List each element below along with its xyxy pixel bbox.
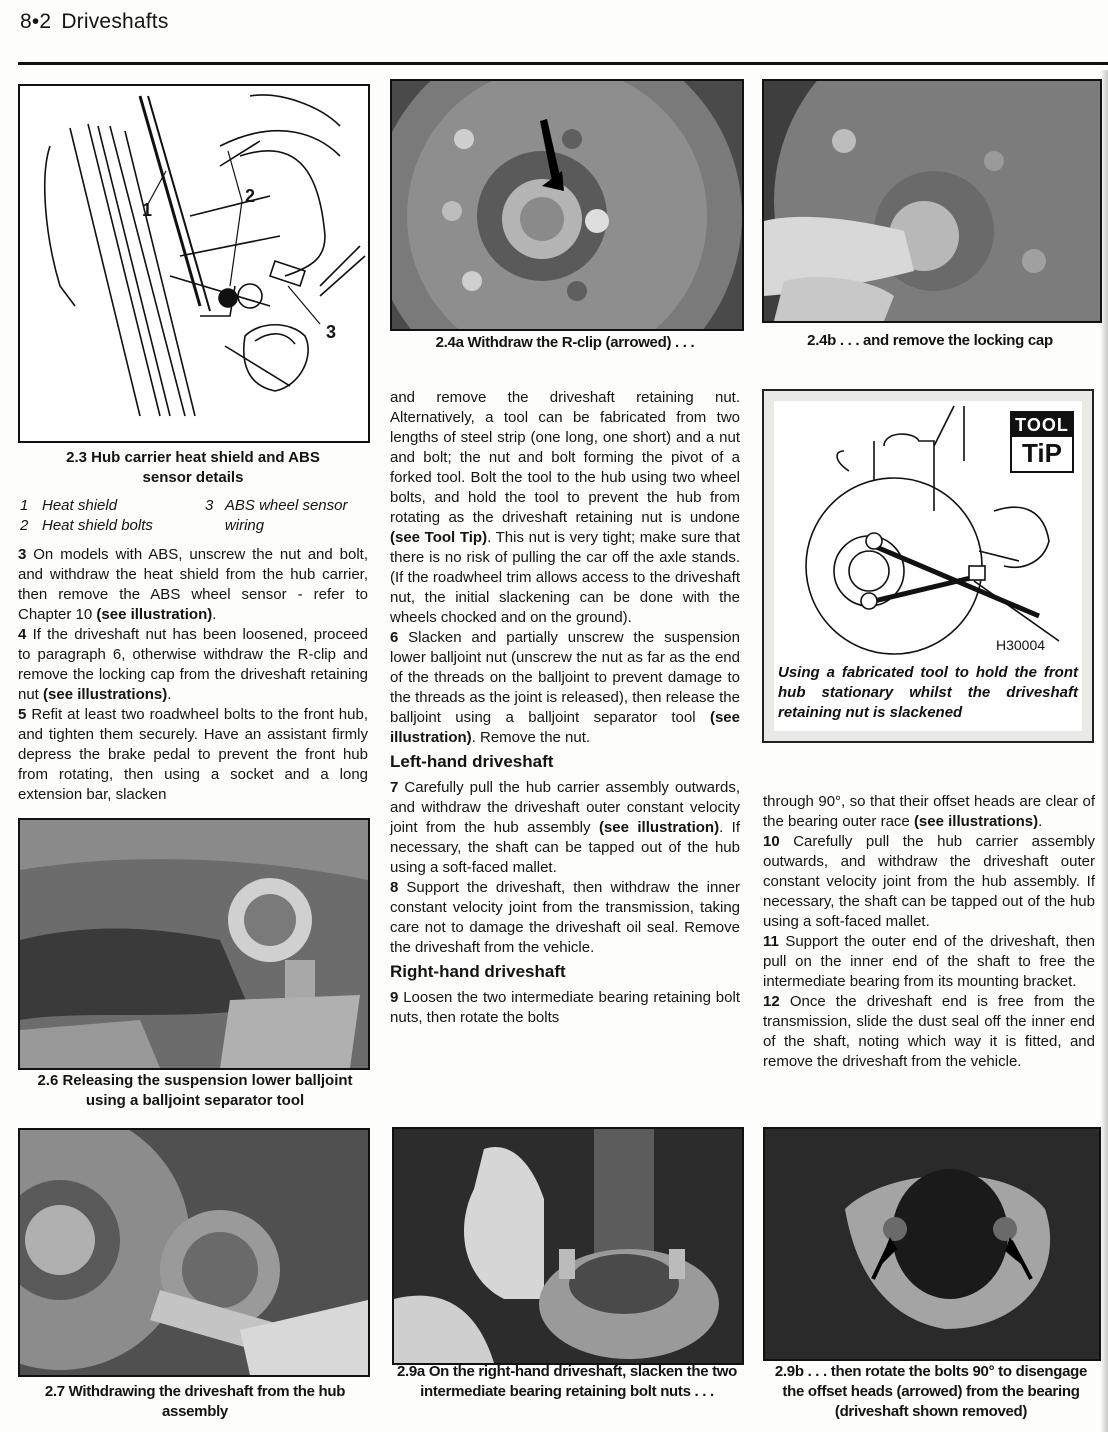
figure-2-9b-caption: 2.9b . . . then rotate the bolts 90° to disengage the offset heads (arrowed) from the bearing (driveshaft shown removed) bbox=[774, 1363, 1088, 1420]
paragraph-text: . bbox=[212, 606, 217, 623]
locking-cap-photo bbox=[764, 81, 1100, 321]
paragraph-number: 12 bbox=[763, 993, 780, 1010]
hub-r-clip-photo bbox=[392, 81, 742, 329]
left-column-text bbox=[18, 545, 368, 805]
cross-reference: (see illustration) bbox=[96, 606, 213, 623]
heat-shield-line-drawing bbox=[20, 86, 368, 441]
figure-2-6-caption: 2.6 Releasing the suspension lower balljoint using a balljoint separator tool bbox=[37, 1072, 353, 1109]
heading-left-hand-driveshaft: Left-hand driveshaft bbox=[390, 752, 554, 771]
paragraph-text: Slacken and partially unscrew the suspension lower balljoint nut (unscrew the nut as far as the end of the threads on the balljoint to prevent damage to the threads as the joint is released), then release the balljoint using a balljoint separator tool bbox=[390, 629, 740, 726]
intermediate-bearing-photo bbox=[394, 1129, 742, 1363]
paragraph-text: Carefully pull the hub carrier assembly outwards, and withdraw the driveshaft outer constant velocity joint from the hub assembly bbox=[390, 779, 740, 836]
paragraph-number: 9 bbox=[390, 989, 399, 1006]
paragraph-text: On models with ABS, unscrew the nut and bolt, and withdraw the heat shield from the hub carrier, then remove the ABS wheel sensor - refer to Chapter 10 bbox=[18, 546, 368, 623]
paragraph-text: Carefully pull the hub carrier assembly outwards, and withdraw the driveshaft outer constant velocity joint from the hub assembly. If necessary, the shaft can be tapped out of the hub using a soft-faced mallet. bbox=[763, 833, 1095, 930]
section-number: 8•2 bbox=[20, 10, 52, 33]
middle-column-text bbox=[390, 388, 740, 1028]
legend-label: Heat shield bolts bbox=[42, 517, 153, 534]
paragraph-text: Loosen the two intermediate bearing retaining bolt nuts, then rotate the bolts bbox=[390, 989, 740, 1026]
paragraph-number: 7 bbox=[390, 779, 399, 796]
paragraph-9 bbox=[390, 988, 740, 1028]
paragraph-text: Support the outer end of the driveshaft, then pull on the inner end of the shaft to free the intermediate bearing from its mounting bracket. bbox=[763, 933, 1095, 990]
tool-tip-badge-line2: TiP bbox=[1022, 438, 1062, 468]
callout-2: 2 bbox=[245, 186, 256, 206]
legend-number: 1 bbox=[20, 497, 29, 514]
paragraph-text: . Remove the nut. bbox=[471, 729, 591, 746]
legend-label: ABS wheel sensor wiring bbox=[224, 497, 348, 534]
driveshaft-withdrawal-photo bbox=[20, 1130, 368, 1375]
legend-number: 2 bbox=[20, 517, 29, 534]
paragraph-number: 11 bbox=[763, 933, 779, 950]
cross-reference: (see illustrations) bbox=[913, 813, 1039, 830]
paragraph-text: and remove the driveshaft retaining nut. Alternatively, a tool can be fabricated from two lengths of steel strip (one long, one short) and a nut and bolt; the nut and bolt forming the pivot of a forked tool. Bolt the tool to the hub using two wheel bolts, and hold the tool to prevent the hub from rotating as the driveshaft retaining nut is undone bbox=[390, 389, 740, 526]
paragraph-text: . bbox=[167, 686, 172, 703]
figure-2-4b-caption: 2.4b . . . and remove the locking cap bbox=[807, 332, 1053, 349]
paragraph-text: . This nut is very tight; make sure that there is no risk of pulling the car off the axle stands. (If the roadwheel trim allows access to the driveshaft nut, the initial slackening can be done with the wheels chocked and on the ground). bbox=[390, 529, 740, 626]
tool-tip-box bbox=[762, 389, 1094, 743]
cross-reference: (see Tool Tip) bbox=[390, 529, 488, 546]
callout-1: 1 bbox=[142, 200, 153, 220]
figure-2-3-diagram bbox=[18, 84, 370, 443]
paragraph-10 bbox=[763, 832, 1095, 932]
tool-tip-badge bbox=[1010, 411, 1074, 473]
header-rule bbox=[18, 62, 1108, 65]
paragraph-text: Support the driveshaft, then withdraw the inner constant velocity joint from the transmission, taking care not to damage the driveshaft oil seal. Remove the driveshaft from the vehicle. bbox=[390, 879, 740, 956]
figure-2-7-photo bbox=[18, 1128, 370, 1377]
paragraph-number: 3 bbox=[18, 546, 27, 563]
figure-2-9a-caption: 2.9a On the right-hand driveshaft, slacken the two intermediate bearing retaining bolt nuts . . . bbox=[396, 1363, 738, 1400]
paragraph-text: If the driveshaft nut has been loosened, proceed to paragraph 6, otherwise withdraw the R-clip and remove the locking cap from the driveshaft retaining nut bbox=[18, 626, 368, 703]
paragraph-3 bbox=[18, 545, 368, 625]
callout-3: 3 bbox=[326, 322, 337, 342]
right-column-text bbox=[763, 792, 1095, 1072]
paragraph-8 bbox=[390, 878, 740, 958]
paragraph-4 bbox=[18, 625, 368, 705]
paragraph-12 bbox=[763, 992, 1095, 1072]
paragraph-number: 6 bbox=[390, 629, 399, 646]
figure-2-4b-photo bbox=[762, 79, 1102, 323]
paragraph-5-continued bbox=[390, 388, 740, 628]
offset-bolt-heads-photo bbox=[765, 1129, 1099, 1359]
figure-2-3-caption: 2.3 Hub carrier heat shield and ABS sensor details bbox=[66, 449, 320, 486]
page-header bbox=[20, 10, 169, 34]
chapter-title: Driveshafts bbox=[61, 10, 169, 33]
cross-reference: (see illustration) bbox=[598, 819, 720, 836]
legend-label: Heat shield bbox=[42, 497, 118, 514]
paragraph-text: through 90°, so that their offset heads are clear of the bearing outer race bbox=[763, 793, 1095, 830]
heading-right-hand-driveshaft: Right-hand driveshaft bbox=[390, 962, 566, 981]
figure-2-7-caption: 2.7 Withdrawing the driveshaft from the hub assembly bbox=[44, 1383, 346, 1420]
cross-reference: (see illustrations) bbox=[43, 686, 168, 703]
tool-tip-caption: Using a fabricated tool to hold the front hub stationary whilst the driveshaft retaining nut is slackened bbox=[778, 664, 1078, 721]
paragraph-number: 5 bbox=[18, 706, 27, 723]
paragraph-11 bbox=[763, 932, 1095, 992]
paragraph-7 bbox=[390, 778, 740, 878]
figure-2-4a-caption: 2.4a Withdraw the R-clip (arrowed) . . . bbox=[435, 334, 695, 351]
paragraph-text: Refit at least two roadwheel bolts to the front hub, and tighten them securely. Have an assistant firmly depress the brake pedal to prevent the front hub from rotating, then using a socket and a long extension bar, slacken bbox=[18, 706, 368, 803]
legend-item bbox=[20, 496, 200, 516]
paragraph-number: 10 bbox=[763, 833, 780, 850]
paragraph-number: 8 bbox=[390, 879, 399, 896]
diagram-code: H30004 bbox=[996, 637, 1046, 653]
figure-2-6-photo bbox=[18, 818, 370, 1070]
figure-2-4a-photo bbox=[390, 79, 744, 331]
tool-tip-badge-line1: TOOL bbox=[1012, 413, 1072, 437]
paragraph-text: Once the driveshaft end is free from the transmission, slide the dust seal off the inner end of the shaft, noting which way it is fitted, and remove the driveshaft from the vehicle. bbox=[763, 993, 1095, 1070]
paragraph-6 bbox=[390, 628, 740, 748]
legend-item bbox=[20, 516, 200, 536]
legend-number: 3 bbox=[205, 497, 214, 514]
figure-2-9b-photo bbox=[763, 1127, 1101, 1361]
paragraph-5 bbox=[18, 705, 368, 805]
paragraph-text: . If necessary, the shaft can be tapped out of the hub using a soft-faced mallet. bbox=[390, 819, 741, 876]
cross-reference: (see illustration) bbox=[390, 709, 740, 746]
paragraph-text: . bbox=[1038, 813, 1043, 830]
paragraph-9-continued bbox=[763, 792, 1095, 832]
legend-item bbox=[205, 496, 375, 536]
figure-2-9a-photo bbox=[392, 1127, 744, 1365]
balljoint-separator-photo bbox=[20, 820, 368, 1068]
paragraph-number: 4 bbox=[18, 626, 27, 643]
